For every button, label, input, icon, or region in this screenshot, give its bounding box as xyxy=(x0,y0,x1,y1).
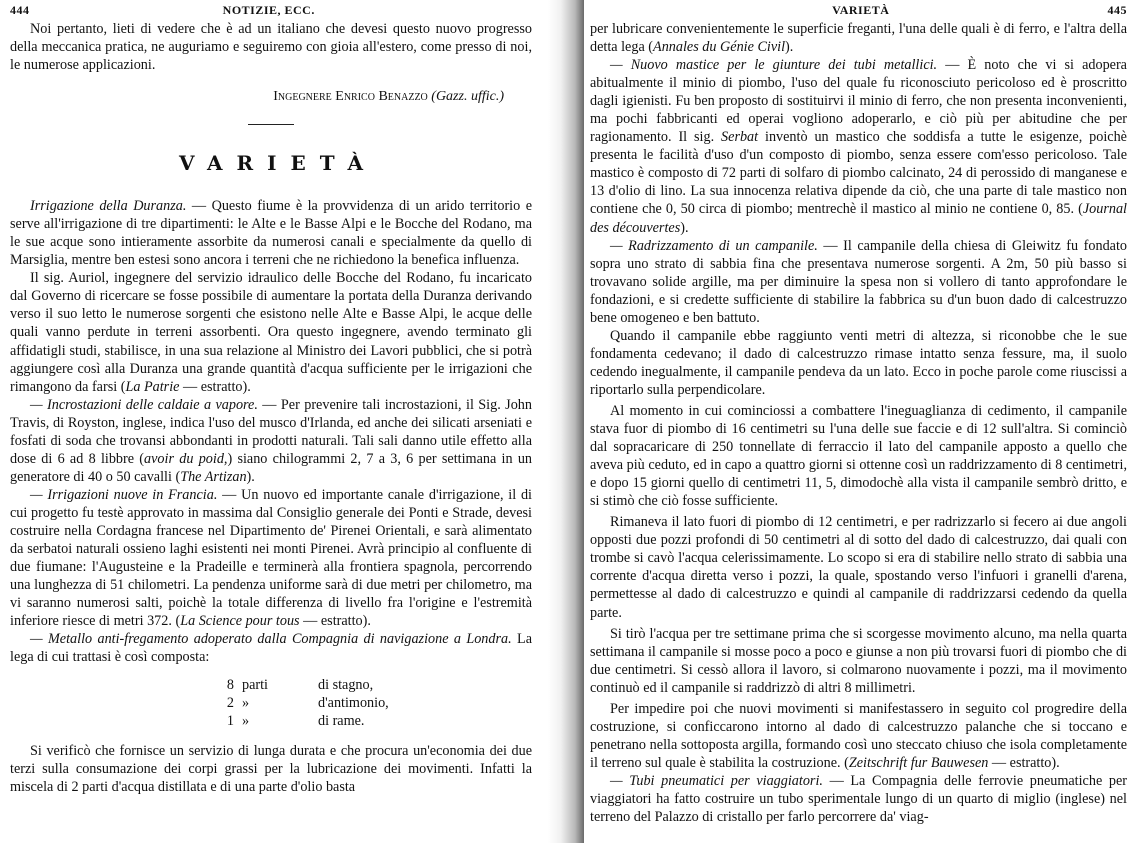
article-auriol xyxy=(10,269,532,395)
composition-qty: 1 xyxy=(226,713,234,730)
paragraph: Quando il campanile ebbe raggiunto venti metri di altezza, si riconobbe che le sue fondamenta cedevano; il dado di calcestruzzo rimase intatto senza fessure, ma, il suolo cedendo inegualmente, il campanile pendeva da un lato. Ecco in poche parole come riuscissi a riportarlo sulla perpendicolare. xyxy=(590,327,1127,398)
composition-row xyxy=(10,694,532,712)
article-title: — Incrostazioni delle caldaie a vapore. xyxy=(30,396,258,413)
article-source: Zeitschrift fur Bauwesen xyxy=(848,754,989,771)
article-tail: ). xyxy=(246,468,255,485)
running-title: NOTIZIE, ECC. xyxy=(222,3,315,17)
composition-row xyxy=(10,676,532,694)
article-palanche xyxy=(590,700,1127,772)
article-title: Irrigazione della Duranza. xyxy=(30,198,187,215)
left-page xyxy=(0,0,548,843)
paragraph: Rimaneva il lato fuori di piombo di 12 centimetri, e per radrizzarlo si fecero ai due angoli opposti due pozzi profondi di 50 centimetri al di sotto del dado di calcestruzzo, dai quali con trombe si cavò l'acqua celerissimamente. Lo scopo si era di stabilire nello strato di sabbia una corrente d'acqua diretta verso i pozzi, la quale, spostando verso l'infuori i granelli d'arena, permettesse al dado di calcestruzzo e quindi al campanile di raddrizzarsi cedendo da quella parte. xyxy=(590,514,1127,621)
paragraph: Al momento in cui cominciossi a combattere l'ineguaglianza di cedimento, il campanile stava fuor di piombo di 16 centimetri su l'una delle sue faccie e di 12 sull'altra. Si cominciò dal sopracaricare di 250 tonnellate di ferraccio il lato del campanile apposto a quello che aveva più ceduto, ed in capo a quattro giorni si ottenne così un raddrizzamento di 8 centimetri, e dopo 15 giorni quello di centimetri 11, 5, dimodochè alla vista il campanile sembrò dritto, e si stimò che ciò fosse sufficiente. xyxy=(590,402,1127,510)
composition-material: di stagno, xyxy=(318,677,374,694)
article-tail: ). xyxy=(680,219,689,236)
composition-unit: » xyxy=(242,695,250,712)
article-text-2: inventò un mastico che soddisfa a tutte le esigenze, poichè presenta le facilità d'uso d'un composto di piombo, senza essere com'esso pericoloso. Tale mastico è composto di 72 parti di solfaro di piombo calcinato, 24 di perossido di manganese e 13 d'olio di lino. La sua innocenza relativa dipende da ciò, che una parte di tale mastico non contiene che 0, 50 circa di piombo; mentrechè il mastico al minio ne contiene 0, 85. ( xyxy=(590,129,1127,218)
article-inline-italic: Serbat xyxy=(721,129,759,146)
article-text: La lega di cui trattasi è così composta: xyxy=(10,631,533,666)
article-inline-italic: avoir du poid, xyxy=(144,450,228,467)
page-number: 445 xyxy=(1107,3,1127,17)
composition-row xyxy=(10,712,532,730)
book-gutter xyxy=(548,0,584,843)
article-text: — Per prevenire tali incrostazioni, il Sig. John Travis, di Royston, inglese, indica l'uso del musco d'Irlanda, ed anche dei silicati arseniati e fosfati di soda che trovansi abbondanti in prodotti naturali. Tali sali danno utile effetto alla dose di 6 ad 8 libbre ( xyxy=(10,396,532,467)
article-tail: — estratto). xyxy=(988,754,1060,771)
page-number: 444 xyxy=(10,3,30,17)
intro-paragraph: Noi pertanto, lieti di vedere che è ad un italiano che devesi questo nuovo progresso della meccanica pratica, ne auguriamo e seguiremo con gioia all'estero, come presso di noi, le numerose applicazioni. xyxy=(10,21,532,74)
author-signature xyxy=(10,88,504,106)
article-text: — La Compagnia delle ferrovie pneumatiche per viaggiatori ha fatto costruire un tubo sperimentale lungo di un quarto di miglio (inglese) nel terreno del Palazzo di cristallo per farlo percorrere da' viag- xyxy=(590,772,1127,826)
composition-unit: parti xyxy=(242,677,268,694)
article-title: — Radrizzamento di un campanile. xyxy=(610,237,818,254)
paragraph: Si tirò l'acqua per tre settimane prima che si scorgesse movimento alcuno, ma nella quarta settimana il campanile si mosse poco a poco e giunse a non più trovarsi fuori di piombo che di due centimetri. Si cessò allora il lavoro, si colmarono nuovamente i pozzi, ma il movimento continuò ed il campanile si raddrizzò di altri 8 millimetri. xyxy=(590,625,1127,696)
signature-source: (Gazz. uffic.) xyxy=(431,89,504,105)
composition-material: di rame. xyxy=(318,713,365,730)
right-page xyxy=(584,0,1137,843)
article-text-2: ) siano chilogrammi 2, 7 a 3, 6 per settimana in un generatore di 40 o 50 cavalli ( xyxy=(10,450,533,485)
article-text: — È noto che vi si adopera abitualmente il minio di piombo, l'uso del quale fu riconosciuto pericoloso ed è proscritto dagli igienisti. Fu ben proposto di sostituirvi il minio di ferro, che non presenta inconvenienti, ma pochi fabbricanti ed operai vogliono adoperarlo, e ciò più per abitudine che per ragionamento. Il sig. xyxy=(590,57,1127,146)
section-title: VARIETÀ xyxy=(178,151,377,176)
composition-qty: 2 xyxy=(226,695,234,712)
article-title: — Nuovo mastice per le giunture dei tubi metallici. xyxy=(610,57,938,74)
article-text: — Il campanile della chiesa di Gleiwitz fu fondato sopra uno strato di sabbia fina che presentava numerose sorgenti. A 2m, 50 più basso si trovavano solide argille, ma per diminuire la spesa non si vollero di tanto approfondare le fondazioni, e si credette sufficiente di stabilire la fabbrica su d'un buon dado di calcestruzzo bene omogeneo e ben battuto. xyxy=(590,237,1128,326)
article-irrigazione-duranza xyxy=(10,197,532,269)
article-text: per lubricare convenientemente le superficie freganti, l'una delle quali è di ferro, e l'altra della detta lega ( xyxy=(590,21,1127,56)
article-text: — Un nuovo ed importante canale d'irrigazione, il di cui progetto fu testè approvato in massima dal Consiglio generale dei Ponti e Strade, devesi costruire nella Cordagna francese nel Dipartimento de' Pirenei Orientali, e sarà alimentato da serbatoi naturali ossieno laghi esistenti nei monti Pirenei. Avrà principio al confluente di due fiumane: l'Augusteine e la Pradeille e terminerà alla frontiera spagnola, percorrendo una lunghezza di 51 chilometri. La pendenza uniforme sarà di due metri per chilometro, ma vi saranno numerosi salti, poichè la totale differenza di livello fra l'origine e l'estremità inferiore riesce di metri 372. ( xyxy=(10,486,532,630)
article-tail: — estratto). xyxy=(299,613,371,630)
article-text: Per impedire poi che nuovi movimenti si manifestassero in seguito col progredire della costruzione, si conficcarono intorno al dado di calcestruzzo palanche che si toccano e penetrano nella sottoposta argilla, formando così uno steccato chiuso che isola completamente il terreno sul quale è stabilita la costruzione. ( xyxy=(590,700,1127,771)
article-mastico xyxy=(590,56,1127,236)
article-source: Journal des découvertes xyxy=(590,201,1127,236)
article-source: The Artizan xyxy=(180,468,247,485)
article-title: — Metallo anti-fregamento adoperato dalla Compagnia di navigazione a Londra. xyxy=(30,631,512,648)
alloy-composition xyxy=(10,676,532,730)
article-campanile xyxy=(590,237,1127,327)
article-source: Annales du Génie Civil xyxy=(653,39,786,56)
right-page-header xyxy=(590,0,1127,18)
article-text: — Questo fiume è la provvidenza di un arido territorio e serve all'irrigazione di tre dipartimenti: le Alte e le Basse Alpi e le Bocche del Rodano, ma le sue acque sono intieramente assorbite da numerosi canali e specialmente da quello di Marsiglia, mentre ben estesi sono ancora i terreni che ne richiedono la benefica influenza. xyxy=(10,198,532,269)
article-title: — Irrigazioni nuove in Francia. xyxy=(30,486,218,503)
article-text: Il sig. Auriol, ingegnere del servizio idraulico delle Bocche del Rodano, fu incaricato dal Governo di ricercare se fosse possibile di aumentare la portata della Duranza derivando verso il suo letto le numerose sorgenti che esistono nelle Alte e Basse Alpi, le acque delle quali vanno perdute in terreni assorbenti. Ora questo ingegnere, avendo terminato gli affidatigli studi, stabilisce, in una sua relazione al Ministro dei Lavori pubblici, che si potrà aggiungere così alla Duranza una grande quantità d'acqua sufficiente per le irrigazioni che rimangono da farsi ( xyxy=(10,270,532,395)
author-name: Ingegnere Enrico Benazzo xyxy=(273,89,428,105)
article-irrigazioni-francia xyxy=(10,486,532,630)
article-incrostazioni xyxy=(10,396,532,486)
article-source: La Patrie xyxy=(125,378,180,395)
running-title: VARIETÀ xyxy=(832,3,890,17)
left-page-header xyxy=(10,0,532,18)
continued-paragraph xyxy=(590,20,1127,56)
article-metallo xyxy=(10,630,532,666)
closing-paragraph: Si verificò che fornisce un servizio di lunga durata e che procura un'economia dei due terzi sulla consumazione dei corpi grassi per la lubricazione dei movimenti. Infatti la miscela di 2 parti d'acqua distillata e di una parte d'olio basta xyxy=(10,743,532,796)
article-source: La Science pour tous xyxy=(180,613,300,630)
article-title: — Tubi pneumatici per viaggiatori. xyxy=(610,772,823,789)
composition-qty: 8 xyxy=(226,677,234,694)
article-tail: ). xyxy=(785,39,794,56)
article-tail: — estratto). xyxy=(179,378,251,395)
composition-material: d'antimonio, xyxy=(318,695,389,712)
composition-unit: » xyxy=(242,713,250,730)
divider-rule xyxy=(248,124,294,125)
article-tubi-pneumatici xyxy=(590,772,1127,826)
